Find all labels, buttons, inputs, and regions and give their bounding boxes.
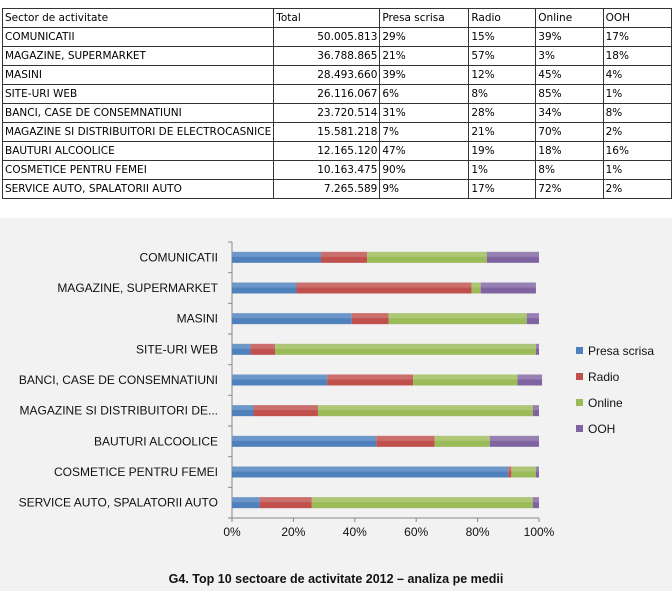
percent-cell: 17% <box>469 180 536 199</box>
bar-gloss <box>232 283 296 288</box>
bar-gloss <box>376 436 434 441</box>
header-cell: Total <box>274 9 380 28</box>
bar-gloss <box>413 375 517 380</box>
x-tick-label: 100% <box>523 525 555 539</box>
chart-area <box>0 218 672 591</box>
bar-gloss <box>435 436 490 441</box>
percent-cell: 21% <box>469 123 536 142</box>
category-label: COMUNICATII <box>139 250 218 265</box>
category-label: COSMETICE PENTRU FEMEI <box>53 465 218 479</box>
percent-cell: 29% <box>380 28 469 47</box>
total-cell: 12.165.120 <box>274 142 380 161</box>
table-row <box>3 47 672 66</box>
sector-cell: MAGAZINE SI DISTRIBUITORI DE ELECTROCASNICE <box>3 123 274 142</box>
sector-cell: BAUTURI ALCOOLICE <box>3 142 274 161</box>
percent-cell: 4% <box>603 66 671 85</box>
sector-cell: SITE-URI WEB <box>3 85 274 104</box>
data-table <box>2 8 672 199</box>
bar-gloss <box>533 405 539 410</box>
percent-cell: 28% <box>469 104 536 123</box>
header-cell: Radio <box>469 9 536 28</box>
total-cell: 7.265.589 <box>274 180 380 199</box>
table-row <box>3 161 672 180</box>
bar-gloss <box>232 344 250 349</box>
percent-cell: 12% <box>469 66 536 85</box>
category-label: BAUTURI ALCOOLICE <box>93 434 218 449</box>
table-body <box>3 28 672 199</box>
bar-gloss <box>253 405 317 410</box>
percent-cell: 72% <box>536 180 603 199</box>
bar-gloss <box>232 497 260 502</box>
table-row <box>3 142 672 161</box>
bar-gloss <box>327 375 413 380</box>
x-tick-label: 60% <box>404 525 429 539</box>
x-tick-label: 0% <box>223 525 241 539</box>
header-cell: Sector de activitate <box>3 9 274 28</box>
bar-gloss <box>527 313 539 318</box>
table-row <box>3 104 672 123</box>
bar-gloss <box>312 497 533 502</box>
bar-gloss <box>232 467 508 472</box>
category-label: SERVICE AUTO, SPALATORII AUTO <box>18 495 218 510</box>
x-tick-label: 40% <box>342 525 367 539</box>
bar-gloss <box>536 344 539 349</box>
percent-cell: 19% <box>469 142 536 161</box>
bar-gloss <box>490 436 539 441</box>
category-label: BANCI, CASE DE CONSEMNATIUNI <box>18 373 218 387</box>
bar-gloss <box>232 375 327 380</box>
sector-cell: MASINI <box>3 66 274 85</box>
bar-gloss <box>275 344 536 349</box>
table-row <box>3 85 672 104</box>
percent-cell: 1% <box>603 161 671 180</box>
bar-gloss <box>232 252 321 257</box>
percent-cell: 39% <box>380 66 469 85</box>
header-cell: Online <box>536 9 603 28</box>
table-row <box>3 66 672 85</box>
legend-swatch <box>576 425 583 432</box>
percent-cell: 34% <box>536 104 603 123</box>
bar-gloss <box>511 467 536 472</box>
percent-cell: 18% <box>536 142 603 161</box>
percent-cell: 9% <box>380 180 469 199</box>
bar-gloss <box>471 283 480 288</box>
bar-gloss <box>536 467 539 472</box>
bar-gloss <box>518 375 543 380</box>
percent-cell: 7% <box>380 123 469 142</box>
percent-cell: 6% <box>380 85 469 104</box>
total-cell: 15.581.218 <box>274 123 380 142</box>
total-cell: 50.005.813 <box>274 28 380 47</box>
bar-gloss <box>250 344 275 349</box>
bar-gloss <box>481 283 536 288</box>
percent-cell: 21% <box>380 47 469 66</box>
sector-cell: COSMETICE PENTRU FEMEI <box>3 161 274 180</box>
bar-gloss <box>232 405 253 410</box>
percent-cell: 8% <box>536 161 603 180</box>
total-cell: 28.493.660 <box>274 66 380 85</box>
legend-label: Presa scrisa <box>588 344 655 358</box>
bar-gloss <box>232 313 352 318</box>
percent-cell: 18% <box>603 47 671 66</box>
stacked-bar-chart <box>0 218 672 591</box>
percent-cell: 17% <box>603 28 671 47</box>
chart-caption: G4. Top 10 sectoare de activitate 2012 – analiza pe medii <box>168 572 504 586</box>
bar-gloss <box>487 252 539 257</box>
percent-cell: 31% <box>380 104 469 123</box>
header-cell: OOH <box>603 9 671 28</box>
percent-cell: 1% <box>603 85 671 104</box>
table-row <box>3 180 672 199</box>
bar-gloss <box>389 313 527 318</box>
percent-cell: 57% <box>469 47 536 66</box>
percent-cell: 15% <box>469 28 536 47</box>
total-cell: 36.788.865 <box>274 47 380 66</box>
bar-gloss <box>296 283 471 288</box>
percent-cell: 16% <box>603 142 671 161</box>
category-label: SITE-URI WEB <box>135 342 218 357</box>
percent-cell: 47% <box>380 142 469 161</box>
sector-cell: COMUNICATII <box>3 28 274 47</box>
category-label: MAGAZINE, SUPERMARKET <box>57 281 218 295</box>
bar-gloss <box>508 467 511 472</box>
bar-gloss <box>260 497 312 502</box>
bar-gloss <box>352 313 389 318</box>
percent-cell: 90% <box>380 161 469 180</box>
percent-cell: 2% <box>603 123 671 142</box>
sector-cell: SERVICE AUTO, SPALATORII AUTO <box>3 180 274 199</box>
bar-gloss <box>318 405 533 410</box>
bar-gloss <box>533 497 539 502</box>
percent-cell: 85% <box>536 85 603 104</box>
percent-cell: 1% <box>469 161 536 180</box>
legend-label: Radio <box>588 370 620 384</box>
total-cell: 10.163.475 <box>274 161 380 180</box>
category-label: MAGAZINE SI DISTRIBUITORI DE... <box>19 403 218 418</box>
bar-gloss <box>321 252 367 257</box>
header-cell: Presa scrisa <box>380 9 469 28</box>
bar-gloss <box>367 252 487 257</box>
percent-cell: 8% <box>469 85 536 104</box>
sector-cell: MAGAZINE, SUPERMARKET <box>3 47 274 66</box>
total-cell: 26.116.067 <box>274 85 380 104</box>
legend-swatch <box>576 347 583 354</box>
x-tick-label: 20% <box>281 525 306 539</box>
legend-swatch <box>576 373 583 380</box>
percent-cell: 2% <box>603 180 671 199</box>
percent-cell: 45% <box>536 66 603 85</box>
data-table-container <box>2 8 672 199</box>
table-header-row <box>3 9 672 28</box>
percent-cell: 8% <box>603 104 671 123</box>
percent-cell: 39% <box>536 28 603 47</box>
total-cell: 23.720.514 <box>274 104 380 123</box>
percent-cell: 3% <box>536 47 603 66</box>
legend-swatch <box>576 399 583 406</box>
table-row <box>3 28 672 47</box>
legend-label: Online <box>588 396 623 410</box>
sector-cell: BANCI, CASE DE CONSEMNATIUNI <box>3 104 274 123</box>
bar-gloss <box>232 436 376 441</box>
category-label: MASINI <box>176 311 218 326</box>
legend-label: OOH <box>588 422 616 436</box>
x-tick-label: 80% <box>465 525 490 539</box>
percent-cell: 70% <box>536 123 603 142</box>
table-row <box>3 123 672 142</box>
